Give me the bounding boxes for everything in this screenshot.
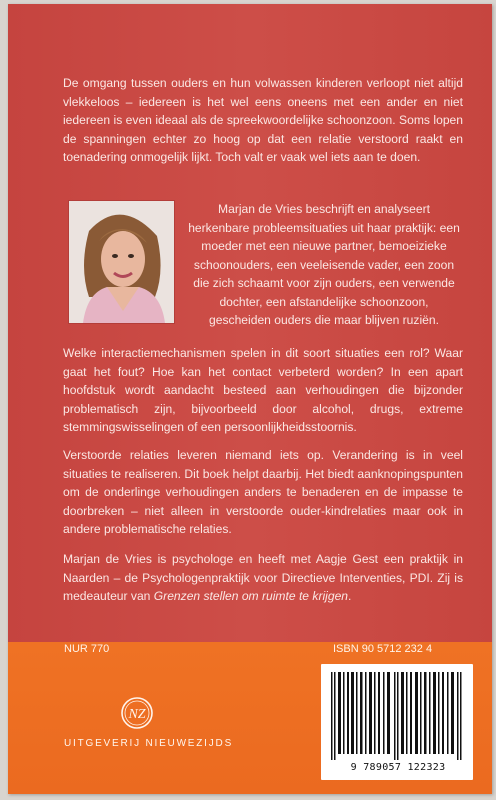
blurb-paragraph-1: De omgang tussen ouders en hun volwassen kinderen verloopt niet altijd vlekkeloos – iedereen is het wel eens oneens met een ander en niet iedereen is even ideaal als de spreekwoordelijke schoonzoon. Soms lopen de spanningen echter zo hoog op dat een relatie verstoord raakt en toenadering onmogelijk lijkt. Toch valt er vaak wel iets aan te doen.: [63, 76, 463, 164]
nur-code: NUR 770: [64, 643, 110, 655]
author-photo: [68, 200, 175, 324]
book-back-cover: [8, 4, 492, 794]
isbn-code: ISBN 90 5712 232 4: [333, 643, 433, 655]
barcode-bars: [331, 672, 463, 760]
author-bio-end: .: [348, 589, 352, 603]
coauthored-book-title: Grenzen stellen om ruimte te krijgen: [153, 589, 349, 603]
blurb-paragraph-2: Marjan de Vries beschrijft en analyseert herkenbare probleemsituaties uit haar praktijk: een moeder met een nieuwe partner, bemoeizieke schoonouders, een veeleisende vader, een zoon die zich schaamt voor zijn ouders, een verwende dochter, een afstandelijke schoonzoon, gescheiden ouders die maar blijven ruziën.: [188, 202, 460, 327]
barcode: [321, 664, 473, 780]
blurb-paragraph-4: Verstoorde relaties leveren niemand iets op. Verandering is in veel situaties te realiseren. Dit boek helpt daarbij. Het biedt aanknopingspunten om de onderlinge verhoudingen anders te benaderen en de impasse te doorbreken – niet alleen in verstoorde ouder-kindrelaties maar ook in andere problematische relaties.: [63, 448, 463, 536]
barcode-number: 9 789057 122323: [350, 762, 446, 773]
blurb-paragraph-3: Welke interactiemechanismen spelen in dit soort situaties een rol? Waar gaat het fout? Hoe kan het contact verbeterd worden? In een apart hoofdstuk wordt aandacht besteed aan verhoudingen die bijzonder problematisch zijn, bijvoorbeeld door alcohol, drugs, extreme stemmingswisselingen of een persoonlijkheidsstoornis.: [63, 346, 463, 434]
publisher-name: UITGEVERIJ NIEUWEZIJDS: [64, 738, 234, 749]
logo-monogram: NZ: [128, 707, 146, 722]
author-bio: [63, 550, 463, 606]
author-bio-text: Marjan de Vries is psychologe en heeft met Aagje Gest een praktijk in Naarden – de Psychologenpraktijk voor Directieve Interventies, PDI. Zij is medeauteur van: [63, 552, 463, 603]
publisher-logo: [120, 696, 154, 730]
